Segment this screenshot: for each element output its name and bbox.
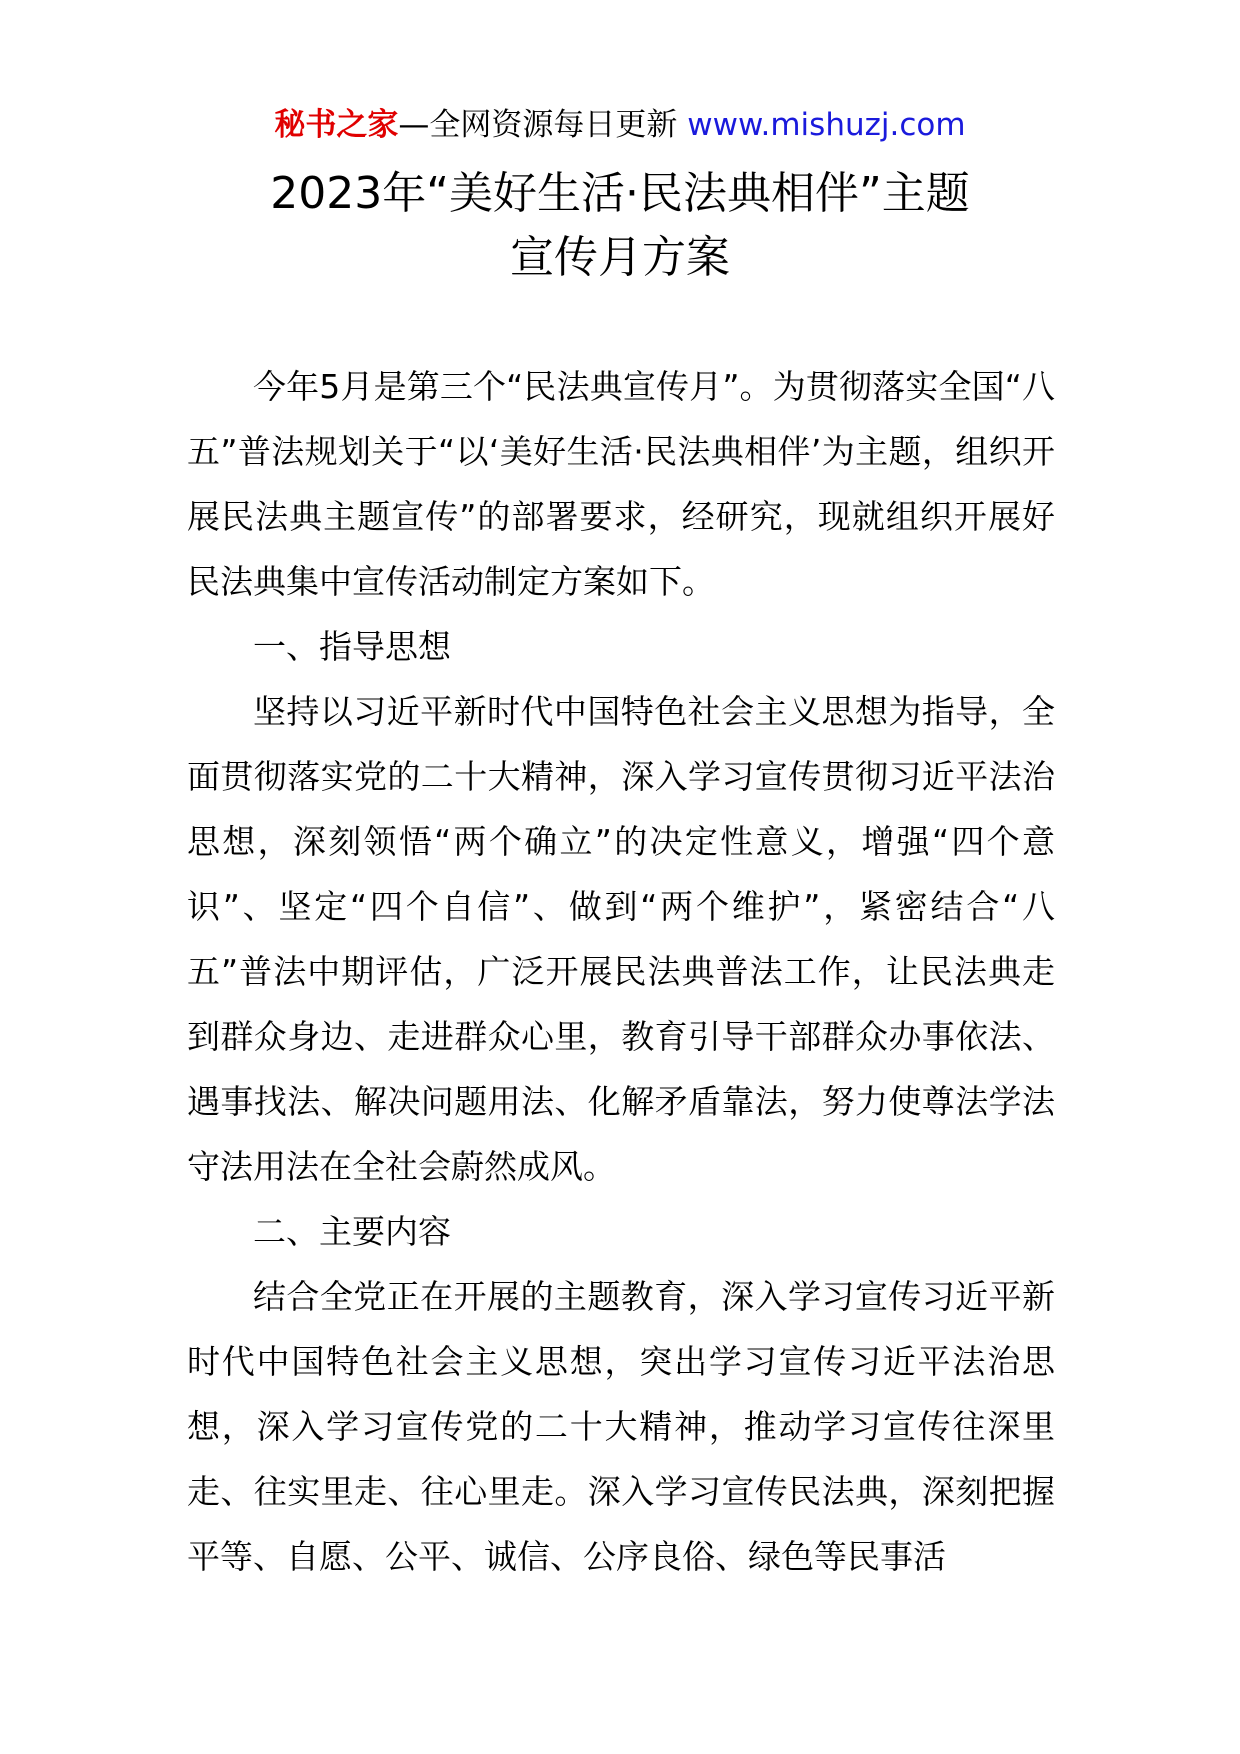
watermark-slogan: —全网资源每日更新 <box>398 107 678 143</box>
intro-paragraph: 今年5月是第三个“民法典宣传月”。为贯彻落实全国“八五”普法规划关于“以‘美好生活·民法典相伴’为主题，组织开展民法典主题宣传”的部署要求，经研究，现就组织开展好民法典集中宣传活动制定方案如下。 <box>187 367 1055 601</box>
section-1-heading: 一、指导思想 <box>253 627 451 666</box>
section-2-heading: 二、主要内容 <box>253 1212 451 1251</box>
document-title <box>0 162 1240 290</box>
section-2-paragraph: 结合全党正在开展的主题教育，深入学习宣传习近平新时代中国特色社会主义思想，突出学习宣传习近平法治思想，深入学习宣传党的二十大精神，推动学习宣传往深里走、往实里走、往心里走。深入学习宣传民法典，深刻把握平等、自愿、公平、诚信、公序良俗、绿色等民事活 <box>187 1277 1055 1576</box>
document-body <box>187 354 1055 1589</box>
site-watermark <box>0 103 1240 147</box>
title-line-1: 2023年“美好生活·民法典相伴”主题 <box>270 168 970 219</box>
watermark-brand: 秘书之家 <box>274 107 399 143</box>
title-line-2: 宣传月方案 <box>510 232 730 283</box>
section-1-paragraph: 坚持以习近平新时代中国特色社会主义思想为指导，全面贯彻落实党的二十大精神，深入学习宣传贯彻习近平法治思想，深刻领悟“两个确立”的决定性意义，增强“四个意识”、坚定“四个自信”、做到“两个维护”，紧密结合“八五”普法中期评估，广泛开展民法典普法工作，让民法典走到群众身边、走进群众心里，教育引导干部群众办事依法、遇事找法、解决问题用法、化解矛盾靠法，努力使尊法学法守法用法在全社会蔚然成风。 <box>187 692 1055 1186</box>
watermark-url[interactable]: www.mishuzj.com <box>687 107 966 143</box>
